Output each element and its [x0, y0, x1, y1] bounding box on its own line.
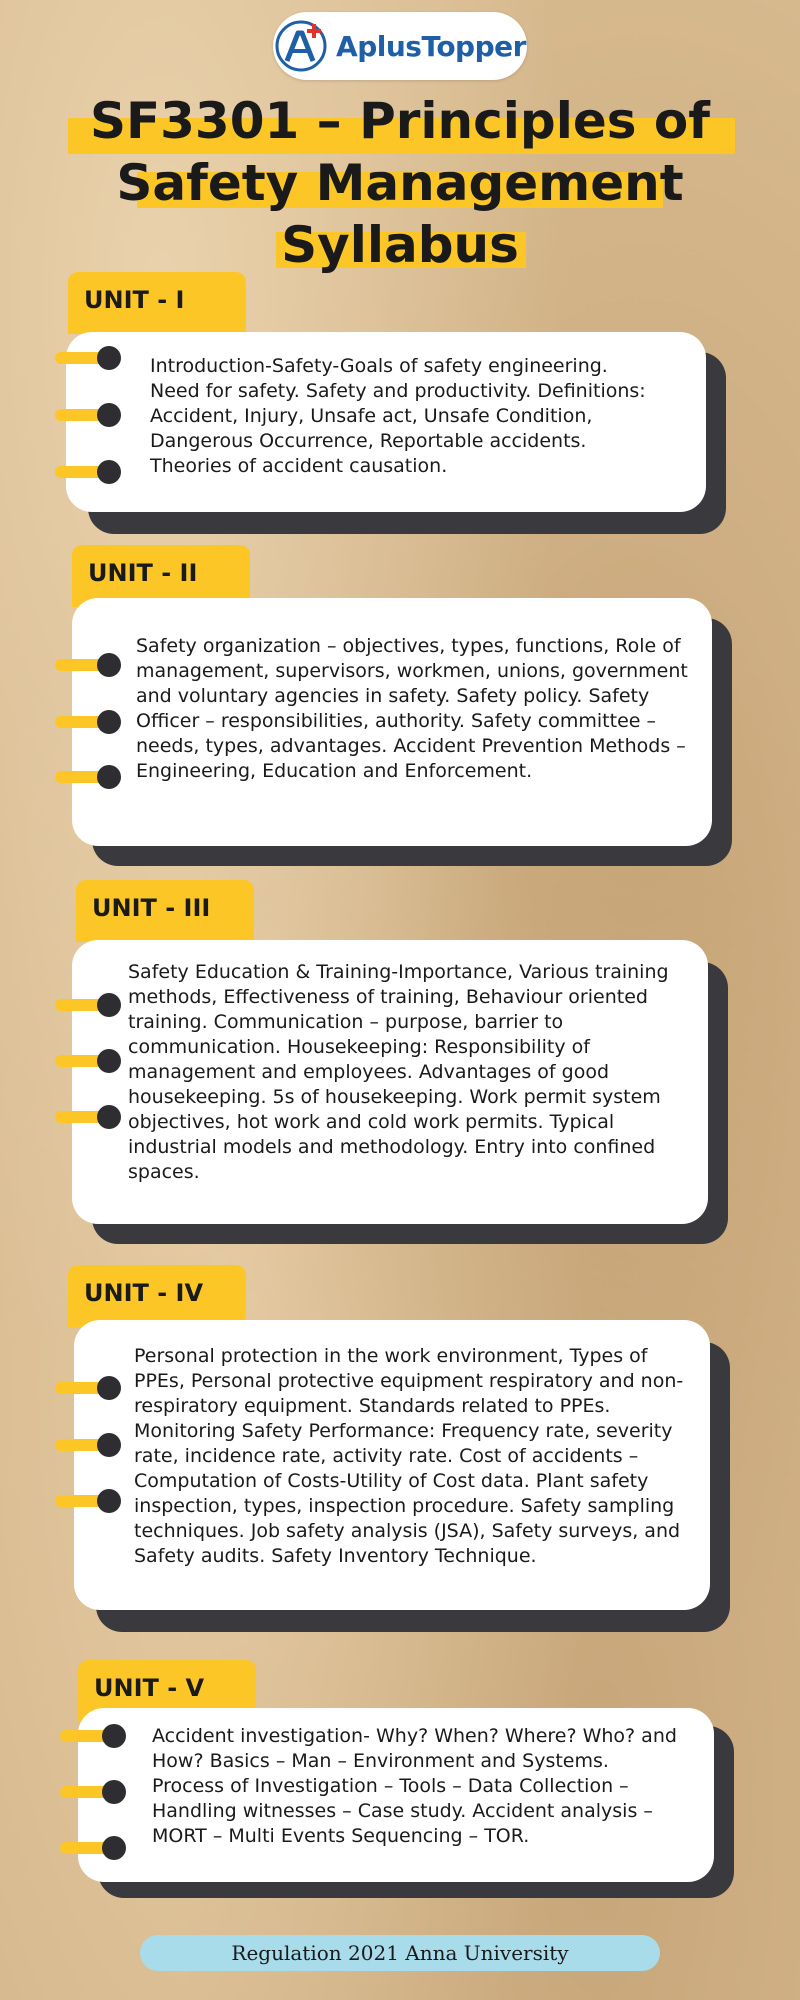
- unit-4-bullet-2: [55, 1433, 121, 1457]
- unit-3-card: [72, 940, 708, 1224]
- aplus-logo-icon: [274, 19, 328, 73]
- unit-2-bullet-1: [55, 653, 121, 677]
- unit-1-bullet-1: [55, 346, 121, 370]
- unit-2-card: [72, 598, 712, 846]
- unit-5-bullet-1: [60, 1724, 126, 1748]
- brand-name: AplusTopper: [336, 29, 526, 63]
- unit-1-tab: [68, 272, 246, 334]
- footer-text: Regulation 2021 Anna University: [231, 1941, 569, 1965]
- footer-banner: [140, 1935, 660, 1971]
- unit-1-bullet-2: [55, 403, 121, 427]
- title-line-3: Syllabus: [281, 216, 519, 274]
- unit-3-tab: [76, 880, 254, 942]
- unit-2-bullet-3: [55, 765, 121, 789]
- title-line-1: SF3301 – Principles of: [89, 92, 711, 150]
- unit-1-text: Introduction-Safety-Goals of safety engineering. Need for safety. Safety and productivity. Definitions: Accident, Injury, Unsafe act, Unsafe Condition, Dangerous Occurrence, Reportable accidents. Theories of accident causation.: [150, 355, 646, 477]
- unit-4-card: [74, 1320, 710, 1610]
- brand-logo[interactable]: [273, 12, 527, 80]
- unit-3-text: Safety Education & Training-Importance, Various training methods, Effectiveness of training, Behaviour oriented training. Communication – purpose, barrier to communication. Housekeeping: Responsibility of management and employees. Advantages of good housekeeping. 5s of housekeeping. Work permit system objectives, hot work and cold work permits. Typical industrial models and methodology. Entry into confined spaces.: [128, 961, 669, 1183]
- unit-5-text: Accident investigation- Why? When? Where? Who? and How? Basics – Man – Environment and Systems. Process of Investigation – Tools – Data Collection – Handling witnesses – Case study. Accident analysis – MORT – Multi Events Sequencing – TOR.: [152, 1725, 677, 1847]
- page-title: [60, 90, 740, 276]
- unit-5-bullet-2: [60, 1780, 126, 1804]
- unit-3-bullet-2: [55, 1049, 121, 1073]
- unit-4-bullet-3: [55, 1489, 121, 1513]
- unit-4-tab: [68, 1265, 246, 1327]
- title-line-2: Safety Management: [116, 154, 684, 212]
- unit-5-bullet-3: [60, 1836, 126, 1860]
- unit-4-bullet-1: [55, 1376, 121, 1400]
- unit-4-text: Personal protection in the work environment, Types of PPEs, Personal protective equipment respiratory and non-respiratory equipment. Standards related to PPEs. Monitoring Safety Performance: Frequency rate, severity rate, incidence rate, activity rate. Cost of accidents – Computation of Costs-Utility of Cost data. Plant safety inspection, types, inspection procedure. Safety sampling techniques. Job safety analysis (JSA), Safety surveys, and Safety audits. Safety Inventory Technique.: [134, 1345, 684, 1567]
- unit-5-card: [78, 1708, 714, 1882]
- unit-3-bullet-3: [55, 1105, 121, 1129]
- unit-5-label: UNIT - V: [94, 1674, 205, 1702]
- unit-4-label: UNIT - IV: [84, 1279, 204, 1307]
- unit-3-bullet-1: [55, 993, 121, 1017]
- unit-2-label: UNIT - II: [88, 559, 198, 587]
- unit-1-bullet-3: [55, 460, 121, 484]
- unit-1-label: UNIT - I: [84, 286, 185, 314]
- unit-3-label: UNIT - III: [92, 894, 211, 922]
- unit-2-bullet-2: [55, 710, 121, 734]
- unit-1-card: [66, 332, 706, 512]
- unit-2-text: Safety organization – objectives, types, functions, Role of management, supervisors, workmen, unions, government and voluntary agencies in safety. Safety policy. Safety Officer – responsibilities, authority. Safety committee – needs, types, advantages. Accident Prevention Methods – Engineering, Education and Enforcement.: [136, 635, 688, 782]
